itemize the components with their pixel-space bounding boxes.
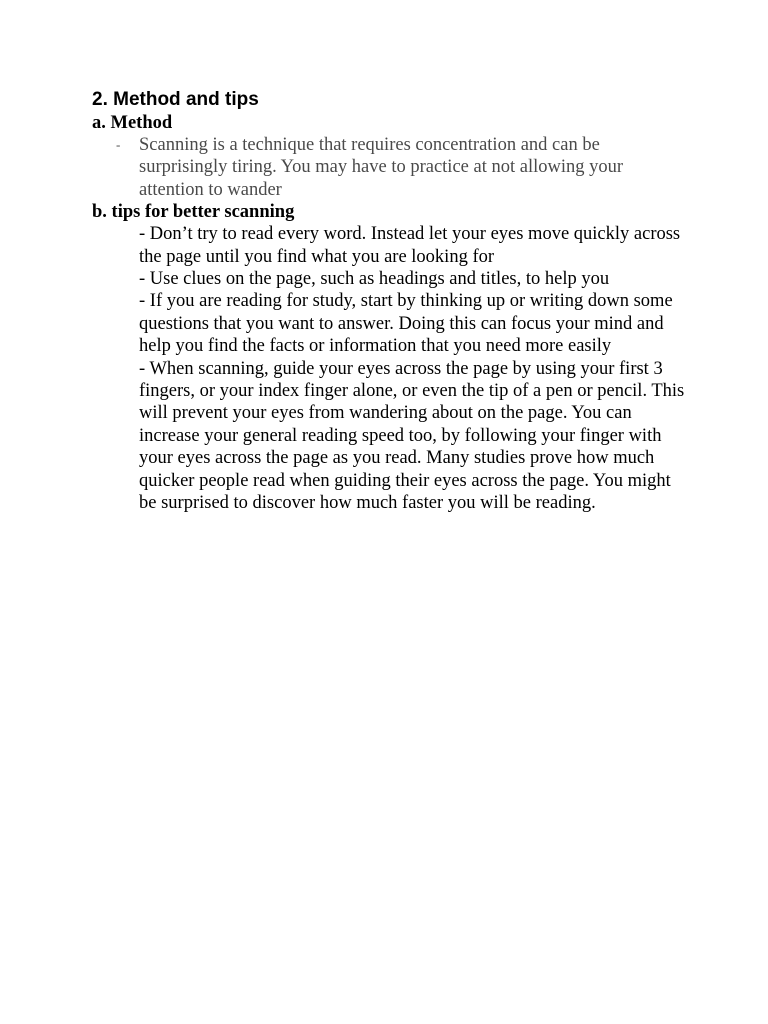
tip-item: - When scanning, guide your eyes across the page by using your first 3 fingers, or your index finger alone, or even the tip of a pen or pencil. This will prevent your eyes from wandering about on the page. You can increase your general reading speed too, by following your finger with your eyes across the page as you read. Many studies prove how much quicker people read when guiding their eyes across the page. You might be surprised to discover how much faster you will be reading. [139,358,685,514]
section-heading: 2. Method and tips [92,89,259,110]
bullet-dash-icon: - [116,137,121,152]
method-heading: a. Method [92,113,173,133]
tip-item: - If you are reading for study, start by thinking up or writing down some questions that you want to answer. Doing this can focus your mind and help you find the facts or information that you need more easily [139,291,673,357]
tip-item: - Use clues on the page, such as headings and titles, to help you [139,269,610,290]
method-item [92,134,692,201]
tips-heading: b. tips for better scanning [92,202,295,223]
method-list [92,134,692,201]
tip-item: - Don’t try to read every word. Instead let your eyes move quickly across the page until you find what you are looking for [139,224,681,267]
document-content [92,87,692,515]
method-text: Scanning is a technique that requires concentration and can be surprisingly tiring. You may have to practice at not allowing your attention to wander [139,135,624,200]
tips-list [92,223,692,514]
